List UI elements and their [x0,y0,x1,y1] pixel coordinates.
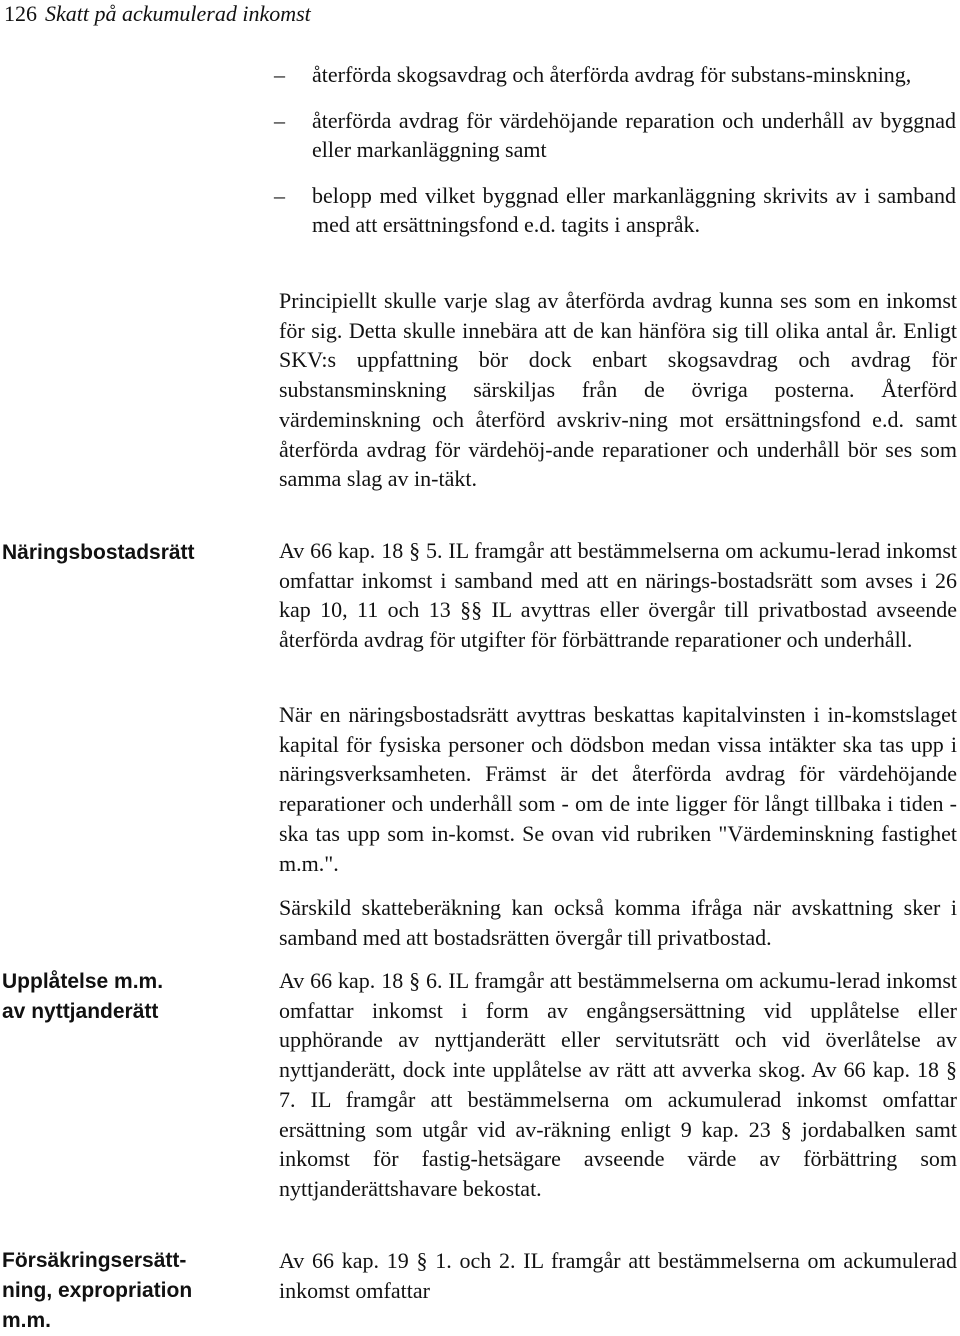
dash-marker: – [274,62,285,87]
page-number: 126 [4,1,37,26]
running-title: Skatt på ackumulerad inkomst [45,1,311,26]
page-header [4,0,311,28]
list-item [272,106,956,165]
list-item [272,60,956,90]
list-item-text: återförda avdrag för värdehöjande reparation och underhåll av byggnad eller markanläggning samt [312,107,956,162]
body-paragraph: Av 66 kap. 19 § 1. och 2. IL framgår att bestämmelserna om ackumulerad inkomst omfattar [279,1248,957,1303]
margin-note-naringsbostadsratt: Näringsbostadsrätt [2,541,195,564]
margin-note-upplatelse: Upplåtelse m.m. av nyttjanderätt [2,970,164,1023]
bullet-list [272,60,956,256]
body-paragraph: Principiellt skulle varje slag av återförda avdrag kunna ses som en inkomst för sig. Detta skulle innebära att de kan hänföra sig till olika antal år. Enligt SKV:s uppfattning bör dock enbart skogsavdrag och avdrag för substansminskning särskiljas från de övriga posterna. Återförd värdeminskning och återförd avskriv-ning mot ersättningsfond e.d. samt återförda avdrag för värdehöj-ande reparationer och underhåll bör ses som samma slag av in-täkt. [279,288,957,492]
body-paragraph: Av 66 kap. 18 § 6. IL framgår att bestämmelserna om ackumu-lerad inkomst omfattar inkomst i form av engångsersättning vid upplåtelse eller upphörande av nyttjanderätt eller servitutsrätt och vid överlåtelse av nyttjanderätt, dock inte upplåtelse av rätt att avverka skog. Av 66 kap. 18 § 7. IL framgår att bestämmelserna om ackumulerad inkomst omfattar ersättning som utgår vid av-räkning enligt 9 kap. 23 § jordabalken samt inkomst för fastig-hetsägare avseende värde av förbättring som nyttjanderättshavare bekostat. [279,968,957,1201]
list-item-text: återförda skogsavdrag och återförda avdrag för substans-minskning, [312,62,912,87]
margin-note-forsakringsersattning: Försäkringsersätt- ning, expropriation m.m. [2,1249,193,1332]
list-item [272,181,956,240]
dash-marker: – [274,182,285,208]
body-paragraph: När en näringsbostadsrätt avyttras beskattas kapitalvinsten i in-komstslaget kapital för fysiska personer och dödsbon medan vissa intäkter ska tas upp i näringsverksamheten. Främst är det återförda avdrag för värdehöjande reparationer och underhåll som - om de inte ligger för långt tillbaka i tiden - ska tas upp som in-komst. Se ovan vid rubriken "Värdeminskning fastighet m.m.". [279,702,957,876]
body-paragraph: Av 66 kap. 18 § 5. IL framgår att bestämmelserna om ackumu-lerad inkomst omfattar inkomst i samband med att en närings-bostadsrätt som avses i 26 kap 10, 11 och 13 §§ IL avyttras eller övergår till privatbostad avseende återförda avdrag för utgifter för förbättrande reparationer och underhåll. [279,538,957,653]
list-item-text: belopp med vilket byggnad eller markanläggning skrivits av i samband med att ersättningsfond e.d. tagits i anspråk. [312,182,956,237]
body-paragraph: Särskild skatteberäkning kan också komma ifråga när avskattning sker i samband med att bostadsrätten övergår till privatbostad. [279,895,957,950]
dash-marker: – [274,107,285,133]
